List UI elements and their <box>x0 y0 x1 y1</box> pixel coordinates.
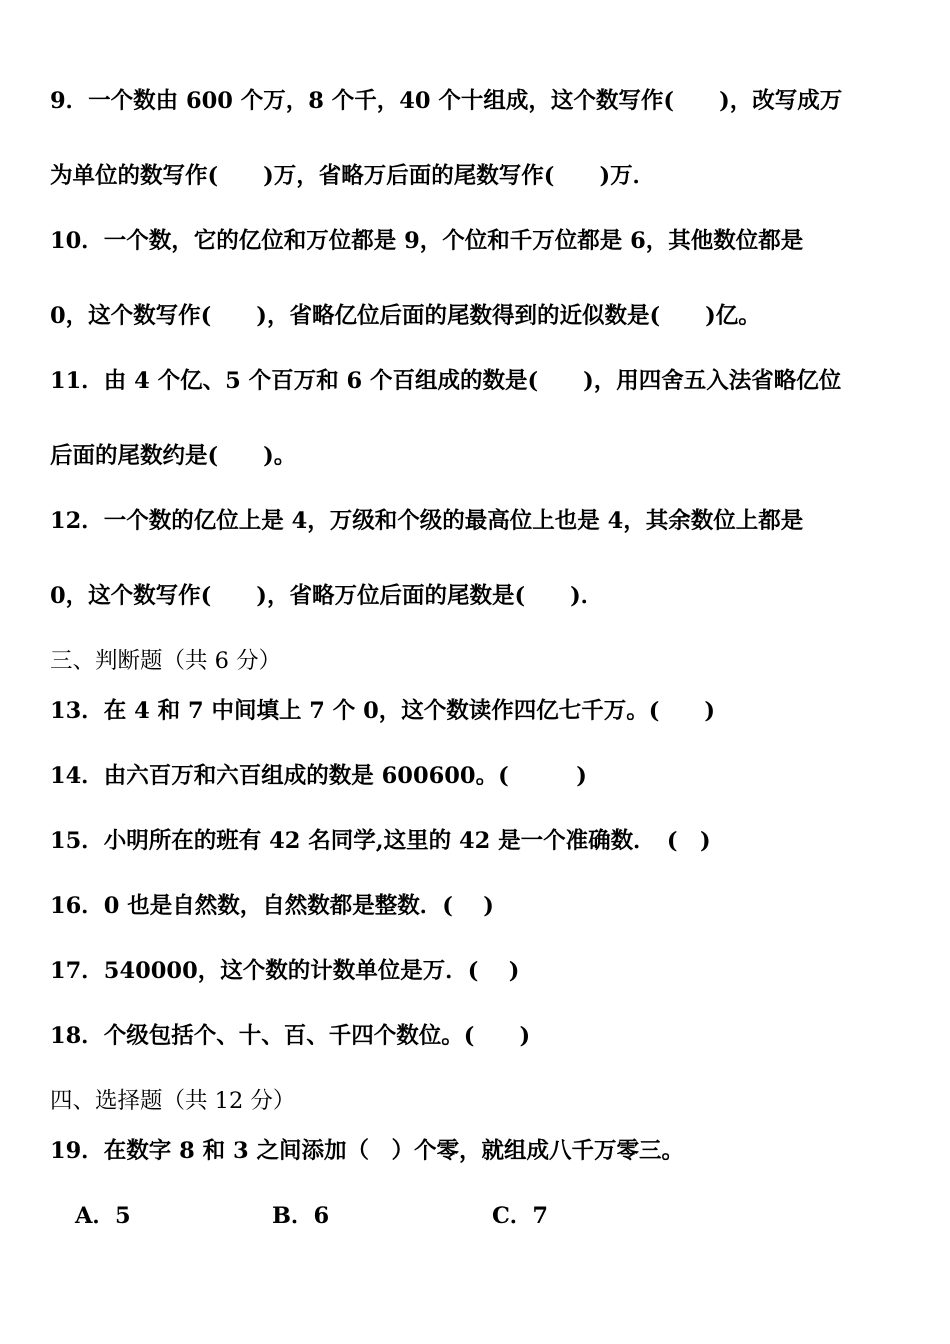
question-10-line-2: 0，这个数写作( )，省略亿位后面的尾数得到的近似数是( )亿。 <box>50 303 761 329</box>
question-15: 15．小明所在的班有 42 名同学,这里的 42 是一个准确数． ( ) <box>50 828 711 854</box>
question-14: 14．由六百万和六百组成的数是 600600。( ) <box>50 763 587 789</box>
option-c: C．7 <box>492 1203 549 1229</box>
question-16: 16．0 也是自然数，自然数都是整数．( ) <box>50 893 494 919</box>
question-11-line-2: 后面的尾数约是( )。 <box>50 443 297 469</box>
section-heading-multiple-choice: 四、选择题（共 12 分） <box>50 1088 296 1114</box>
question-9-line-2: 为单位的数写作( )万，省略万后面的尾数写作( )万． <box>50 163 656 189</box>
question-17: 17．540000，这个数的计数单位是万．( ) <box>50 958 520 984</box>
question-9-line-1: 9．一个数由 600 个万，8 个千，40 个十组成，这个数写作( )，改写成万 <box>50 88 843 114</box>
question-19: 19．在数字 8 和 3 之间添加（ ）个零，就组成八千万零三。 <box>50 1138 684 1164</box>
option-a: A．5 <box>75 1203 131 1229</box>
question-11-line-1: 11．由 4 个亿、5 个百万和 6 个百组成的数是( )，用四舍五入法省略亿位 <box>50 368 842 394</box>
section-heading-true-false: 三、判断题（共 6 分） <box>50 648 282 674</box>
question-18: 18．个级包括个、十、百、千四个数位。( ) <box>50 1023 531 1049</box>
question-13: 13．在 4 和 7 中间填上 7 个 0，这个数读作四亿七千万。( ) <box>50 698 716 724</box>
option-b: B．6 <box>272 1203 330 1229</box>
question-12-line-2: 0，这个数写作( )，省略万位后面的尾数是( )． <box>50 583 604 609</box>
question-12-line-1: 12．一个数的亿位上是 4，万级和个级的最高位上也是 4，其余数位上都是 <box>50 508 804 534</box>
question-10-line-1: 10．一个数，它的亿位和万位都是 9，个位和千万位都是 6，其他数位都是 <box>50 228 804 254</box>
